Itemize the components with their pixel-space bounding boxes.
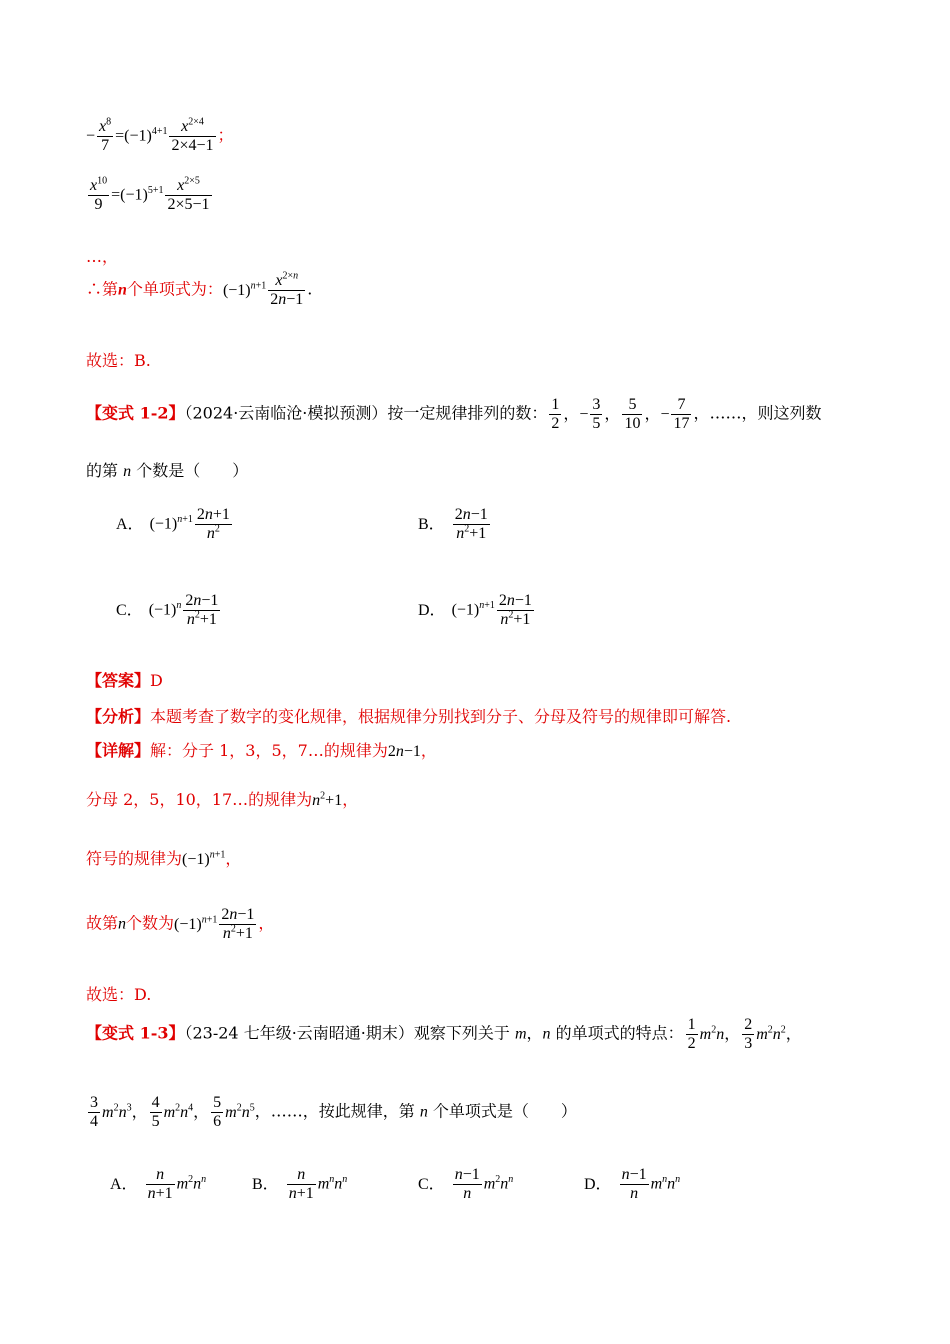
formula-line-2: $\frac{x^{10}}{9}$ $=(-1)^{5+1}$ $\frac{x^{2\times 5}}{2\times 5-1}$ <box>90 175 210 214</box>
semicolon: ； <box>217 127 234 145</box>
option-a[interactable]: A． $(-1)^{n+1}$ $\frac{2n+1}{n^2}$ <box>116 506 230 543</box>
option-b-q3[interactable]: B． $\frac{n}{n+1}$ $m^nn^n$ <box>252 1166 348 1203</box>
final-answer: 故选：D. <box>86 985 152 1004</box>
option-c[interactable]: C． $(-1)^n$ $\frac{2n-1}{n^2+1}$ <box>116 592 219 629</box>
nth-term-line: ∴第n个单项式为：$(-1)^{n+1}$ $\frac{x^{2\times n}}{2n-1}$ . <box>86 270 313 309</box>
question-1-3-line2: $\frac{3}{4}$ $m^2n^3$， $\frac{4}{5}$ $m^2n^4$， $\frac{5}{6}$ $m^2n^5$，……，按此规律，第 n 个单项式是（ ） <box>90 1094 577 1131</box>
answer-section: 【答案】D <box>86 671 163 690</box>
option-a-q3[interactable]: A． $\frac{n}{n+1}$ $m^2n^n$ <box>110 1166 207 1203</box>
formula-line-1: − $\frac{x^8}{7}$ $=(-1)^{4+1}$ $\frac{x^{2\times 4}}{2\times 4-1}$ ； <box>86 116 234 155</box>
question-1-2-line2: 的第 n 个数是（ ） <box>86 461 249 480</box>
question-1-3: 【变式 1-3】（23-24 七年级·云南昭通·期末）观察下列关于 m，n 的单项式的特点： $\frac{1}{2}$ $m^2n$， $\frac{2}{3}$ $m^2n^2$， <box>86 1016 802 1053</box>
detail-line-3: 符号的规律为$(-1)^{n+1}$， <box>86 849 242 868</box>
question-tag: 【变式 1-3】 <box>86 1023 185 1043</box>
detail-line-4: 故第n个数为$(-1)^{n+1}$ $\frac{2n-1}{n^2+1}$ ， <box>86 906 275 943</box>
option-d[interactable]: D． $(-1)^{n+1}$ $\frac{2n-1}{n^2+1}$ <box>418 592 532 629</box>
detail-line-1: 【详解】解：分子 1，3，5，7…的规律为2n−1， <box>86 741 437 760</box>
ellipsis-line: …， <box>86 247 119 266</box>
answer-line-1: 故选：B. <box>86 351 151 370</box>
question-tag: 【变式 1-2】 <box>86 403 185 423</box>
option-c-q3[interactable]: C． $\frac{n-1}{n}$ $m^2n^n$ <box>418 1166 514 1203</box>
option-b[interactable]: B． $\frac{2n-1}{n^2+1}$ <box>418 506 488 543</box>
analysis-section: 【分析】本题考查了数字的变化规律，根据规律分别找到分子、分母及符号的规律即可解答. <box>86 707 732 726</box>
option-d-q3[interactable]: D． $\frac{n-1}{n}$ $m^nn^n$ <box>584 1166 681 1203</box>
detail-line-2: 分母 2，5，10，17…的规律为$n^2+1$， <box>86 790 359 809</box>
question-1-2: 【变式 1-2】（2024·云南临沧·模拟预测）按一定规律排列的数： $\frac{1}{2}$ ，− $\frac{3}{5}$ ， $\frac{5}{10}$ ，− $\frac{7}{17}$ ，……，则这列数 <box>86 396 822 433</box>
